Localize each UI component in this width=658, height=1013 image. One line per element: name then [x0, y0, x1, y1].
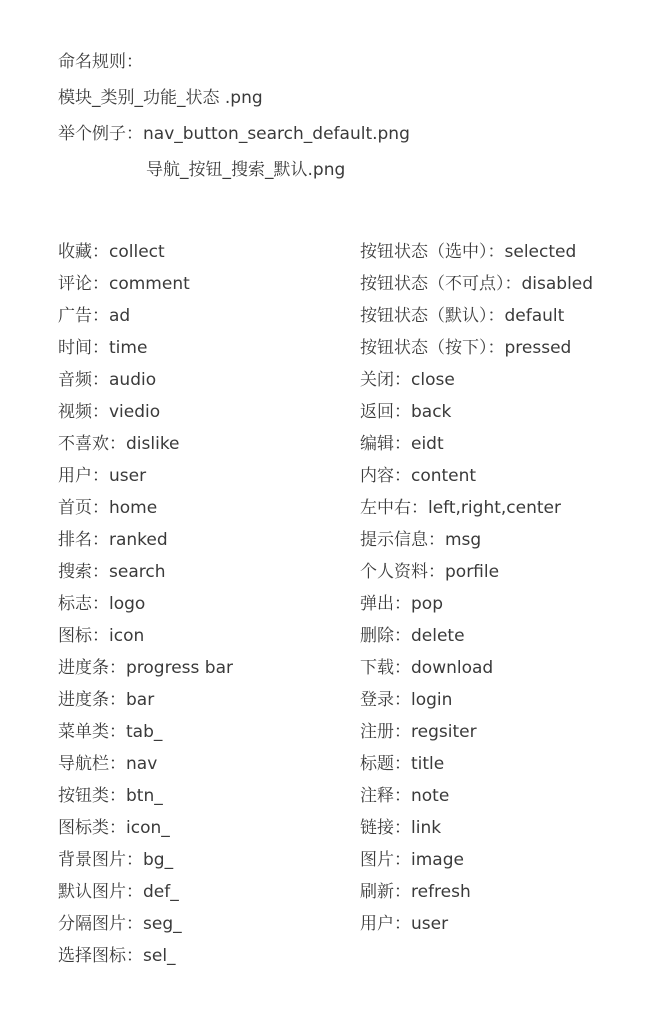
list-item: 时间：time: [58, 338, 148, 358]
list-item: 注释：note: [360, 786, 450, 806]
list-item: 下载：download: [360, 658, 494, 678]
list-item: 返回：back: [360, 402, 452, 422]
list-item: 用户：user: [360, 914, 449, 934]
list-item: 标志：logo: [58, 594, 146, 614]
list-item: 进度条：bar: [58, 690, 155, 710]
list-item: 视频：viedio: [58, 402, 161, 422]
list-item: 按钮类：btn_: [58, 786, 163, 806]
list-item: 排名：ranked: [58, 530, 168, 550]
example-english: 举个例子：nav_button_search_default.png: [58, 124, 410, 144]
list-item: 链接：link: [360, 818, 442, 838]
list-item: 图标类：icon_: [58, 818, 170, 838]
list-item: 左中右：left,right,center: [360, 498, 561, 518]
list-item: 标题：title: [360, 754, 445, 774]
list-item: 背景图片：bg_: [58, 850, 174, 870]
list-item: 图片：image: [360, 850, 464, 870]
list-item: 收藏：collect: [58, 242, 165, 262]
list-item: 图标：icon: [58, 626, 145, 646]
example-chinese: 导航_按钮_搜索_默认.png: [146, 160, 346, 180]
list-item: 评论：comment: [58, 274, 190, 294]
list-item: 首页：home: [58, 498, 158, 518]
list-item: 搜索：search: [58, 562, 166, 582]
list-item: 广告：ad: [58, 306, 131, 326]
rules-title: 命名规则：: [58, 52, 143, 72]
naming-pattern: 模块_类别_功能_状态 .png: [58, 88, 263, 108]
left-term-list: [58, 236, 233, 972]
list-item: 提示信息：msg: [360, 530, 482, 550]
list-item: 菜单类：tab_: [58, 722, 163, 742]
list-item: 按钮状态（默认）：default: [360, 306, 565, 326]
naming-rules-header: [58, 46, 410, 190]
list-item: 按钮状态（选中）：selected: [360, 242, 577, 262]
list-item: 音频：audio: [58, 370, 157, 390]
list-item: 刷新：refresh: [360, 882, 471, 902]
list-item: 选择图标：sel_: [58, 946, 176, 966]
list-item: 个人资料：porfile: [360, 562, 500, 582]
list-item: 关闭：close: [360, 370, 455, 390]
list-item: 登录：login: [360, 690, 453, 710]
list-item: 导航栏：nav: [58, 754, 158, 774]
list-item: 删除：delete: [360, 626, 465, 646]
list-item: 默认图片：def_: [58, 882, 179, 902]
list-item: 分隔图片：seg_: [58, 914, 182, 934]
list-item: 弹出：pop: [360, 594, 443, 614]
list-item: 用户：user: [58, 466, 147, 486]
right-term-list: [360, 236, 593, 940]
list-item: 按钮状态（按下）：pressed: [360, 338, 572, 358]
list-item: 不喜欢：dislike: [58, 434, 180, 454]
list-item: 按钮状态（不可点）：disabled: [360, 274, 594, 294]
list-item: 内容：content: [360, 466, 477, 486]
list-item: 进度条：progress bar: [58, 658, 233, 678]
list-item: 注册：regsiter: [360, 722, 477, 742]
list-item: 编辑：eidt: [360, 434, 444, 454]
